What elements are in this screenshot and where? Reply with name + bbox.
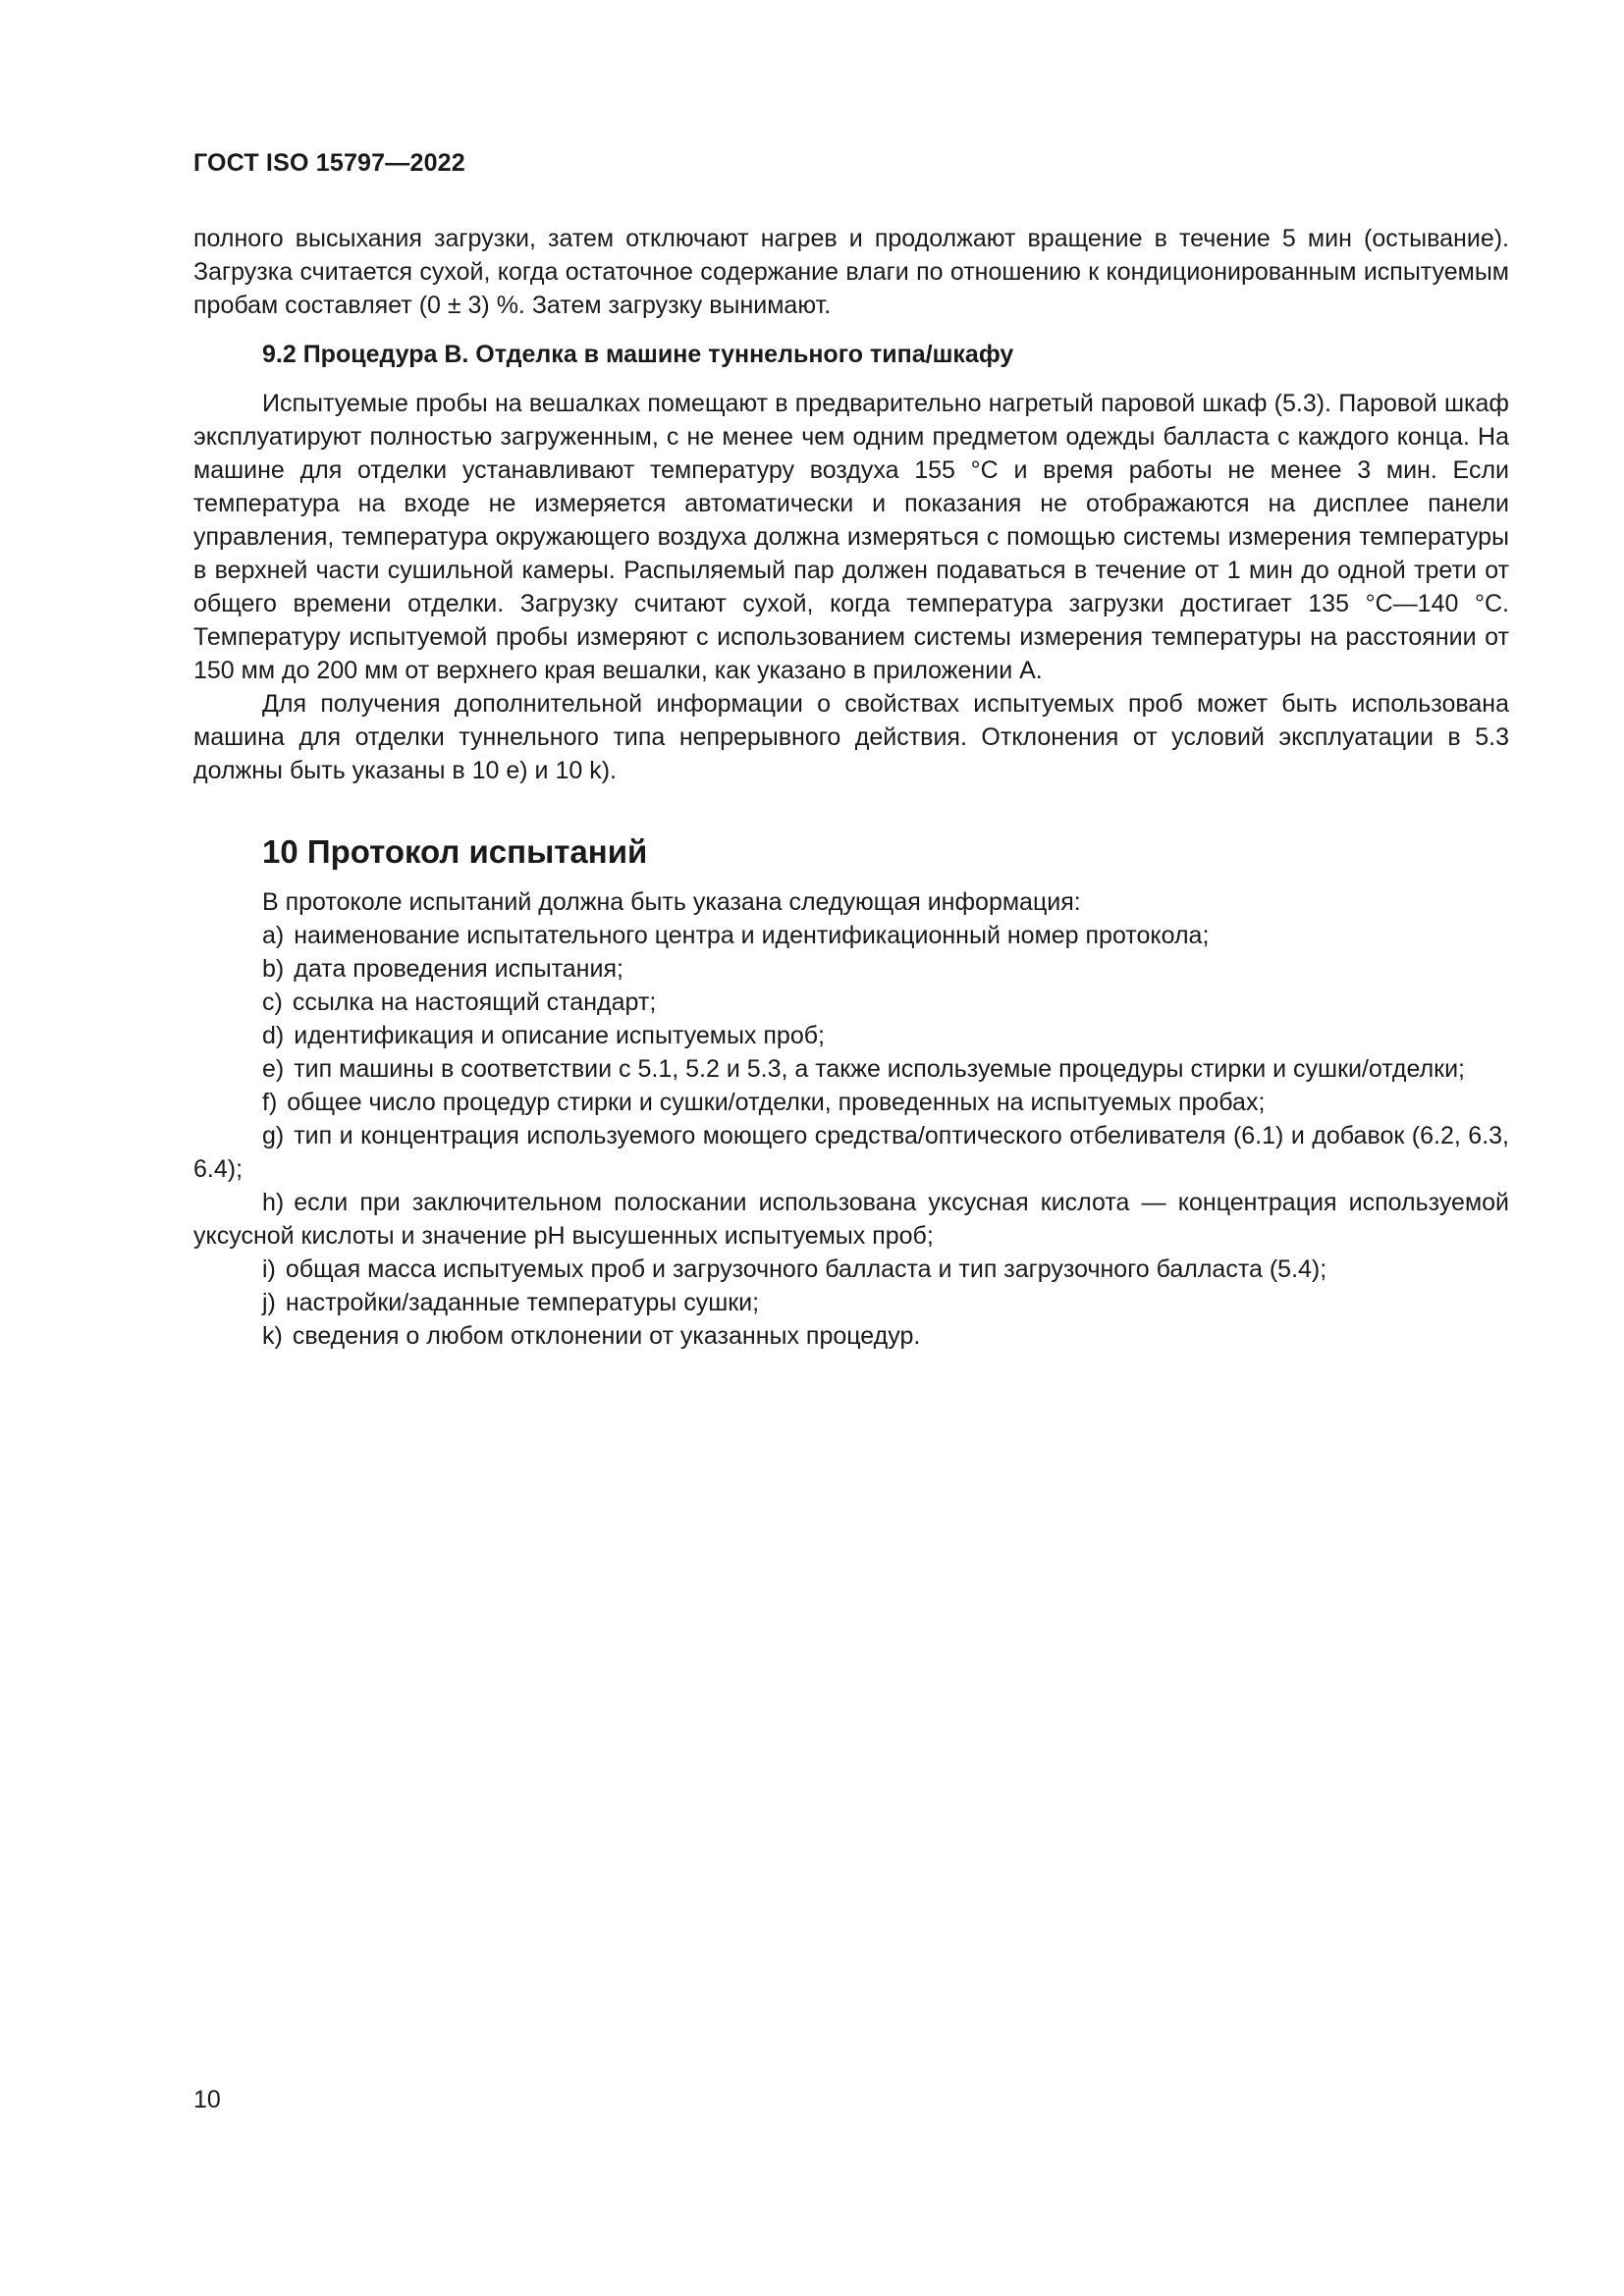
- list-item-text: настройки/заданные температуры сушки;: [285, 1289, 760, 1316]
- report-items-list: [193, 919, 1509, 1353]
- list-item: [193, 919, 1509, 952]
- list-item-text: общая масса испытуемых проб и загрузочного балласта и тип загрузочного балласта (5.4);: [285, 1255, 1327, 1283]
- section-9-2-paragraph-2: Для получения дополнительной информации о свойствах испытуемых проб может быть использована машина для отделки туннельного типа непрерывного действия. Отклонения от условий эксплуатации в 5.3 должны быть указаны в 10 е) и 10 k).: [193, 690, 1509, 784]
- list-item-text: идентификация и описание испытуемых проб;: [294, 1022, 825, 1049]
- list-item-label: g): [262, 1122, 285, 1149]
- document-header: ГОСТ ISO 15797—2022: [193, 149, 465, 177]
- list-item: [193, 952, 1509, 986]
- list-item-label: j): [262, 1289, 276, 1316]
- list-item: [193, 1086, 1509, 1119]
- list-item: [193, 1319, 1509, 1353]
- intro-paragraph: полного высыхания загрузки, затем отключают нагрев и продолжают вращение в течение 5 мин (остывание). Загрузка считается сухой, когда остаточное содержание влаги по отношению к кондиционированным испытуемым пробам составляет (0 ± 3) %. Затем загрузку вынимают.: [193, 225, 1509, 319]
- list-item-text: ссылка на настоящий стандарт;: [292, 988, 657, 1016]
- list-item-text: наименование испытательного центра и идентификационный номер протокола;: [294, 922, 1210, 949]
- section-9-2-paragraph-1: Испытуемые пробы на вешалках помещают в предварительно нагретый паровой шкаф (5.3). Паровой шкаф эксплуатируют полностью загруженным, с не менее чем одним предметом одежды балласта с каждого конца. На машине для отделки устанавливают температуру воздуха 155 °C и время работы не менее 3 мин. Если температура на входе не измеряется автоматически и показания не отображаются на дисплее панели управления, температура окружающего воздуха должна измеряться с помощью системы измерения температуры в верхней части сушильной камеры. Распыляемый пар должен подаваться в течение от 1 мин до одной трети от общего времени отделки. Загрузку считают сухой, когда температура загрузки достигает 135 °C—140 °C. Температуру испытуемой пробы измеряют с использованием системы измерения температуры на расстоянии от 150 мм до 200 мм от верхнего края вешалки, как указано в приложении А.: [193, 390, 1509, 684]
- list-item-label: h): [262, 1189, 285, 1216]
- list-item-label: a): [262, 922, 285, 949]
- section-10-heading: 10 Протокол испытаний: [262, 833, 648, 870]
- list-item-text: если при заключительном полоскании использована уксусная кислота — концентрация используемой уксусной кислоты и значение pH высушенных испытуемых проб;: [193, 1189, 1509, 1250]
- list-item: [193, 1019, 1509, 1052]
- list-item: [193, 1052, 1509, 1086]
- page-number: 10: [193, 2086, 221, 2113]
- list-item-text: тип машины в соответствии с 5.1, 5.2 и 5.3, а также используемые процедуры стирки и сушки/отделки;: [294, 1055, 1466, 1083]
- list-item-text: дата проведения испытания;: [294, 955, 623, 983]
- list-item-label: i): [262, 1255, 276, 1283]
- section-9-2-heading: 9.2 Процедура B. Отделка в машине туннельного типа/шкафу: [262, 341, 1014, 368]
- list-item-label: k): [262, 1322, 283, 1350]
- list-item-text: сведения о любом отклонении от указанных процедур.: [292, 1322, 921, 1350]
- document-body: [193, 222, 1509, 1353]
- list-item-label: e): [262, 1055, 285, 1083]
- list-item: [193, 986, 1509, 1019]
- list-item-label: b): [262, 955, 285, 983]
- list-item-label: f): [262, 1089, 278, 1116]
- list-item: [193, 1286, 1509, 1319]
- list-item-text: тип и концентрация используемого моющего средства/оптического отбеливателя (6.1) и добавок (6.2, 6.3, 6.4);: [193, 1122, 1509, 1183]
- list-item: [193, 1186, 1509, 1253]
- list-item: [193, 1253, 1509, 1286]
- list-item-label: d): [262, 1022, 285, 1049]
- list-item-label: c): [262, 988, 283, 1016]
- list-item: [193, 1119, 1509, 1186]
- list-item-text: общее число процедур стирки и сушки/отделки, проведенных на испытуемых пробах;: [287, 1089, 1266, 1116]
- section-10-lead: В протоколе испытаний должна быть указана следующая информация:: [262, 888, 1081, 916]
